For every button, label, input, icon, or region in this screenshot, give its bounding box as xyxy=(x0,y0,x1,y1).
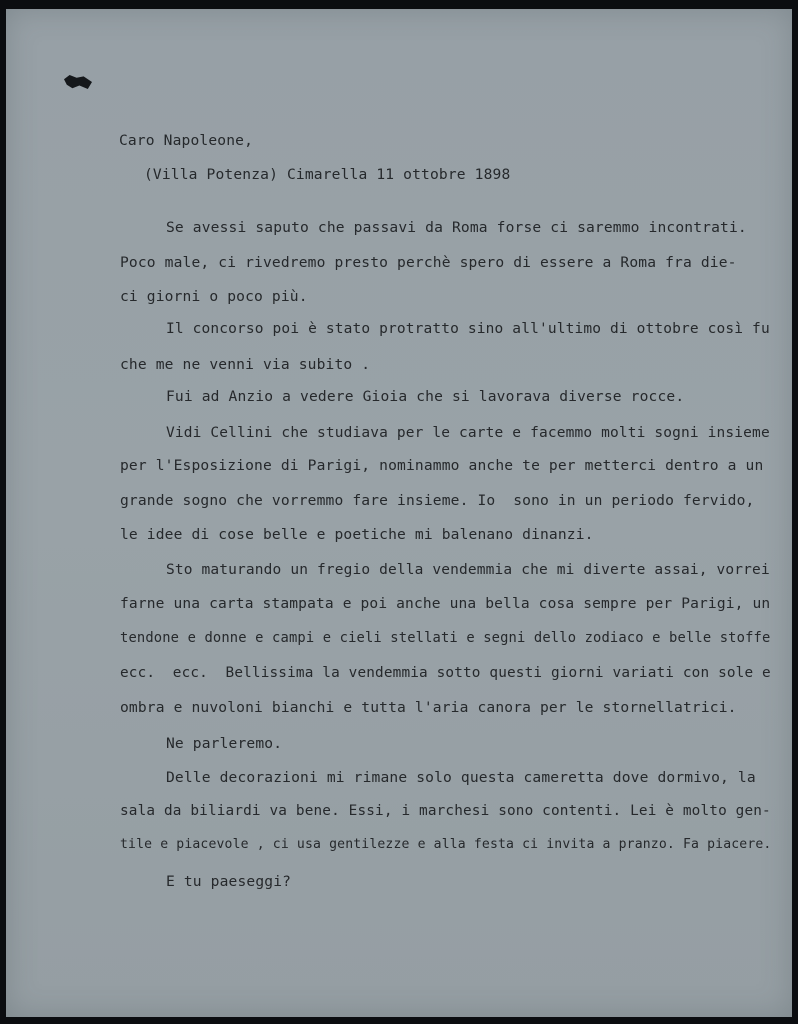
salutation: Caro Napoleone, xyxy=(119,132,254,149)
letter-line: Il concorso poi è stato protratto sino all'ultimo di ottobre così fu xyxy=(166,321,770,337)
letter-line: Delle decorazioni mi rimane solo questa cameretta dove dormivo, la xyxy=(166,769,756,786)
letter-line: ombra e nuvoloni bianchi e tutta l'aria canora per le stornellatrici. xyxy=(120,699,737,716)
letter-line: che me ne venni via subito . xyxy=(120,356,371,373)
letter-line: Ne parleremo. xyxy=(166,735,283,752)
letter-line: Poco male, ci rivedremo presto perchè spero di essere a Roma fra die- xyxy=(120,254,737,271)
letter-line: ci giorni o poco più. xyxy=(120,288,308,305)
letter-line: ecc. ecc. Bellissima la vendemmia sotto questi giorni variati con sole e xyxy=(120,665,771,681)
letter-line: tendone e donne e campi e cieli stellati e segni dello zodiaco e belle stoffe xyxy=(120,630,771,646)
letter-line: Fui ad Anzio a vedere Gioia che si lavorava diverse rocce. xyxy=(166,388,685,405)
torn-corner-mark xyxy=(64,75,92,89)
letter-line: per l'Esposizione di Parigi, nominammo anche te per metterci dentro a un xyxy=(120,457,764,474)
letter-line: Se avessi saputo che passavi da Roma forse ci saremmo incontrati. xyxy=(166,219,747,236)
letter-line: E tu paeseggi? xyxy=(166,873,292,890)
letter-line: Vidi Cellini che studiava per le carte e facemmo molti sogni insieme xyxy=(166,425,770,441)
letter-line: grande sogno che vorremmo fare insieme. Io sono in un periodo fervido, xyxy=(120,492,755,509)
dateline: (Villa Potenza) Cimarella 11 ottobre 1898 xyxy=(144,166,511,183)
letter-line: tile e piacevole , ci usa gentilezze e alla festa ci invita a pranzo. Fa piacere. xyxy=(120,837,772,852)
letter-line: le idee di cose belle e poetiche mi balenano dinanzi. xyxy=(120,526,594,543)
paper-sheet xyxy=(6,9,792,1017)
letter-line: Sto maturando un fregio della vendemmia che mi diverte assai, vorrei xyxy=(166,562,770,578)
letter-line: sala da biliardi va bene. Essi, i marchesi sono contenti. Lei è molto gen- xyxy=(120,803,771,819)
letter-line: farne una carta stampata e poi anche una bella cosa sempre per Parigi, un xyxy=(120,595,771,612)
